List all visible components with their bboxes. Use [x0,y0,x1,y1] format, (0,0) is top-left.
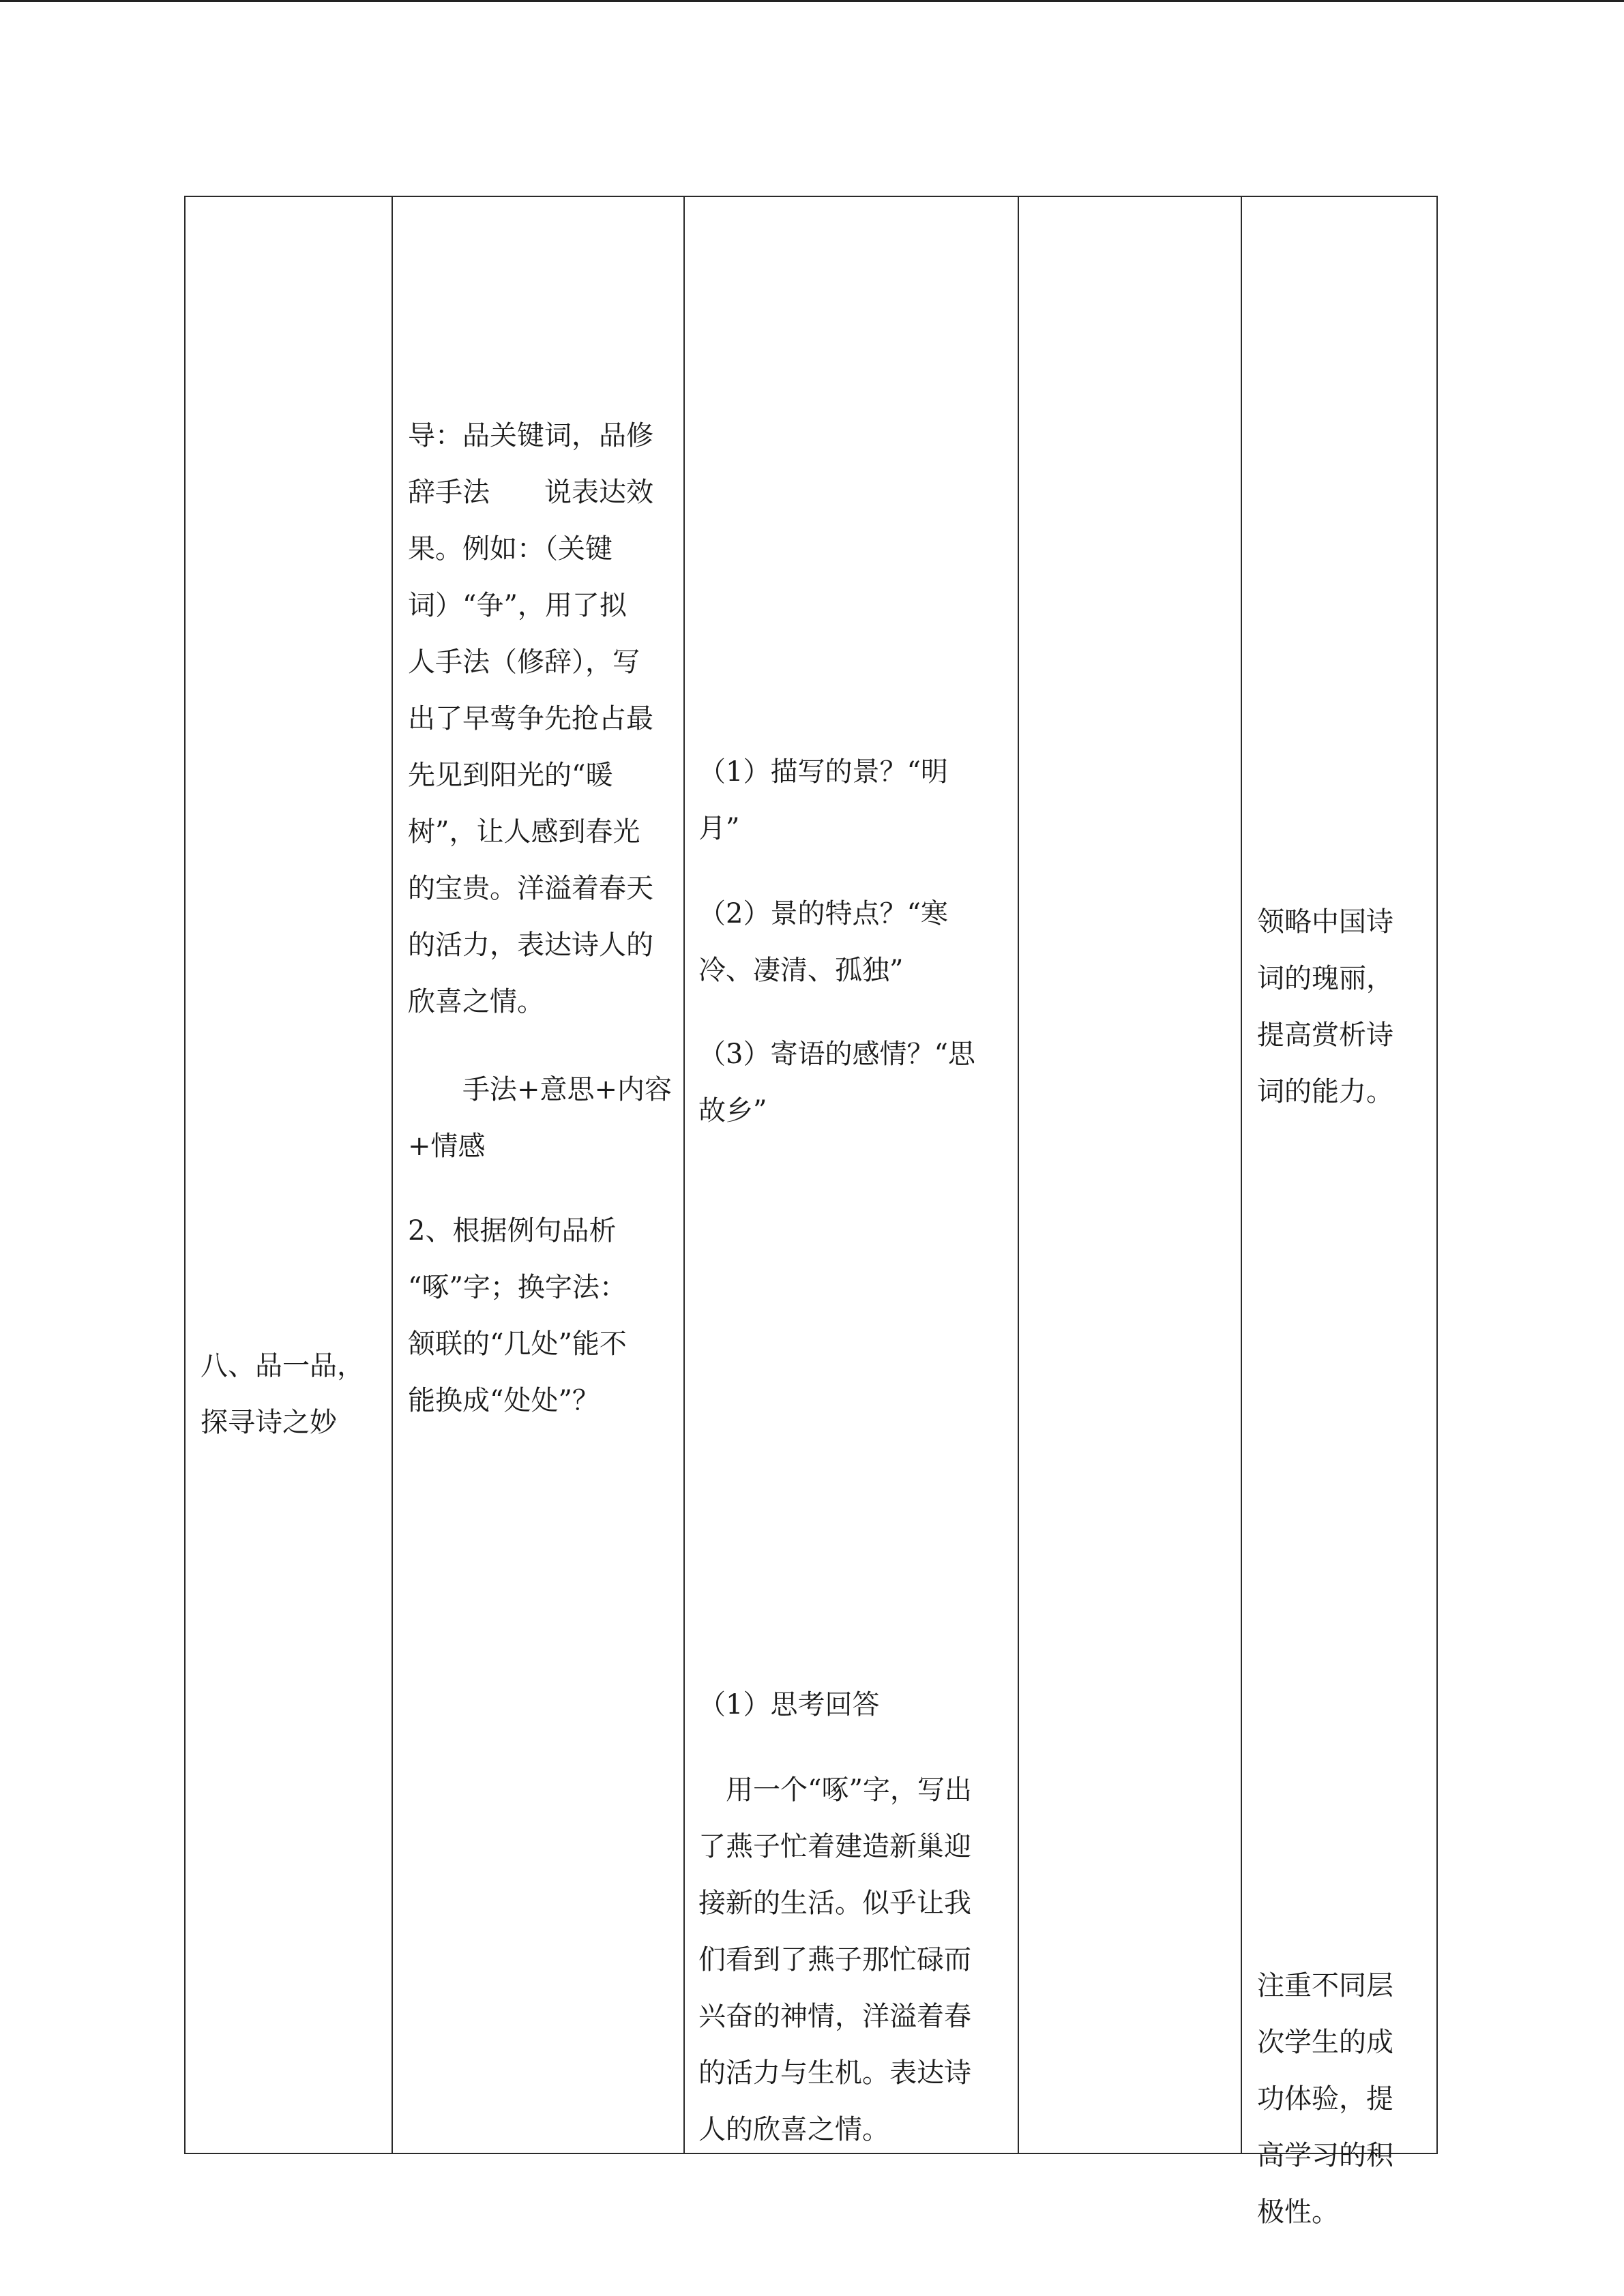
formula-paragraph [408,1062,677,1175]
text-line: 颔联的“几处”能不 [408,1328,627,1360]
text-line: 先见到阳光的“暖 [408,760,613,791]
text-line: （1）描写的景？“明 [698,756,948,788]
stage-cell [185,196,392,2153]
text-line: 的活力与生机。表达诗 [698,2057,971,2089]
text-line: 辞手法 说表达效 [408,477,653,508]
text-line: 导：品关键词，品修 [408,420,653,451]
teacher-guide-paragraph [408,408,677,1030]
text-line: 人的欣喜之情。 [698,2114,889,2145]
text-line: 欣喜之情。 [408,986,544,1017]
question-2 [698,886,1012,999]
text-line: 用一个“啄”字，写出 [698,1774,972,1806]
text-line: 树”，让人感到春光 [408,816,640,848]
stage-title-line: 探寻诗之妙 [201,1407,337,1438]
text-line: 们看到了燕子那忙碌而 [698,1944,971,1976]
question-1 [698,744,1012,857]
design-intent-cell [1241,196,1437,2228]
teacher-activity-cell [392,196,684,2153]
text-line: 功体验，提 [1257,2083,1393,2115]
table-row [185,196,1437,2153]
text-line: 故乡” [698,1095,767,1127]
text-line: 极性。 [1257,2196,1339,2228]
student-activity-cell [684,196,1018,2153]
page-top-border [0,0,1624,2]
stage-title [201,1338,385,1451]
text-line: 人手法（修辞），写 [408,646,640,678]
text-line: 词的能力。 [1257,1076,1393,1107]
lesson-plan-table [184,196,1438,2228]
text-line: +情感 [408,1131,486,1162]
text-line: 次学生的成 [1257,2027,1393,2058]
question-3 [698,1026,1012,1139]
text-line: 高学习的积 [1257,2140,1393,2171]
goal-2 [1257,1958,1428,2241]
goal-1 [1257,894,1428,1120]
stage-title-line: 八、品一品， [201,1350,364,1382]
text-line: 月” [698,813,740,844]
media-cell [1018,196,1241,2153]
text-line: 接新的生活。似乎让我 [698,1888,971,1919]
text-line: “啄”字；换字法： [408,1272,627,1303]
text-line: 冷、凄清、孤独” [698,955,904,986]
text-line: 词的瑰丽， [1257,963,1393,994]
text-line: 果。例如：（关键 [408,533,612,565]
text-line: 领略中国诗 [1257,906,1393,938]
text-line: 词）“争”，用了拟 [408,590,627,621]
text-line: 了燕子忙着建造新巢迎 [698,1831,971,1862]
text-line: 手法+意思+内容 [408,1074,673,1105]
answer-title: （1）思考回答 [698,1689,880,1720]
answer-paragraph [698,1762,1012,2158]
text-line: 能换成“处处”？ [408,1385,600,1416]
text-line: 注重不同层 [1257,1970,1393,2001]
task2-paragraph [408,1203,677,1429]
text-line: 出了早莺争先抢占最 [408,703,653,734]
text-line: 提高赏析诗 [1257,1019,1393,1051]
text-line: 的宝贵。洋溢着春天 [408,873,653,904]
text-line: 2、根据例句品析 [408,1215,617,1247]
text-line: 兴奋的神情，洋溢着春 [698,2001,971,2032]
text-line: （3）寄语的感情？“思 [698,1039,975,1070]
text-line: 的活力，表达诗人的 [408,929,653,961]
text-line: （2）景的特点？“寒 [698,898,948,929]
